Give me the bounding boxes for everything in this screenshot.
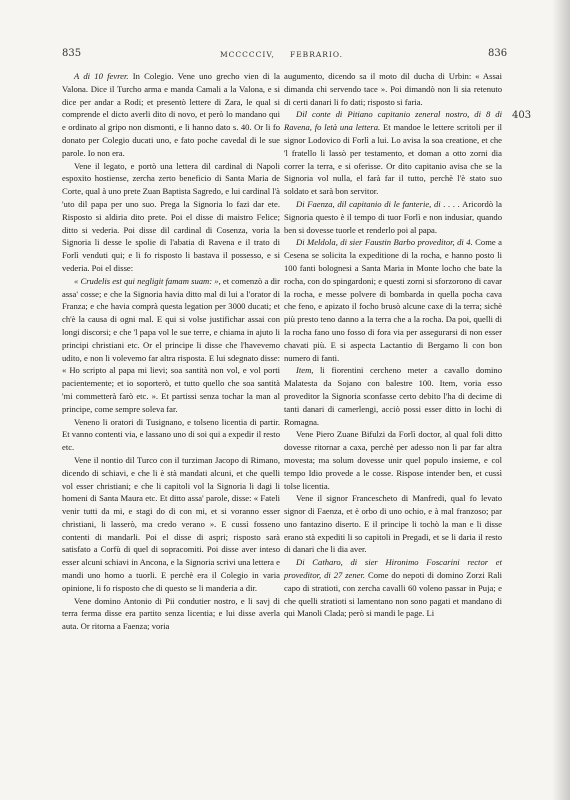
page-number-right: 836 <box>488 48 508 59</box>
paragraph-italic-lead: Di Catharo, di sier Hironimo Foscarini rector et proveditor, di 27 zener. <box>284 557 502 581</box>
binding-shadow <box>552 0 570 800</box>
paragraph-italic-lead: Di Meldola, di sier Faustin Barbo proveditor, di 4. <box>296 237 473 248</box>
paragraph <box>284 492 502 556</box>
paragraph-italic-lead: « Crudelis est qui negligit famam suam: » <box>74 275 219 286</box>
paragraph-text: Vene il legato, e portò una lettera dil cardinal di Napoli espoxito hostiense, zercha zerto beneficio di Santa Maria de Corte, qual à uno prete Zuan Baptista Sagredo, e lui cardinal l'à 'uto dil papa per uno suo. Prega la Signoria lo fazi dar ete. Risposto si aldiria dito prete. Poi el disse di maistro Felice; ditto si vederia. Poi disse dil cardinal di Cosenza, voria la Signoria li desse le spolie di l'abatia di Ravena e il trato di Forlì venduti qui; e li fo risposto li bastava il possesso, e si vederia. Poi el disse: <box>62 160 280 273</box>
paragraph-text: Aricordò la Signoria questo è il tempo di tuor Forlì e non indusiar, quando ben si dovesse tuorle et renderlo poi al papa. <box>284 198 502 235</box>
paragraph <box>284 108 502 198</box>
paragraph-text: Vene il nontio dil Turco con il turziman Jacopo di Rimano, dicendo di schiavi, e che li è stà mandati alcuni, et che quelli vol esser christiani; e che li capitoli vol la Signoria li dagi li homeni di Santa Maura etc. Et ditto assa' parole, disse: « Fateli venir tutti da mi, e stagi do di con mi, et si voranno esser christiani, li lasserò, ma credo verano ». E cussì fosseno contenti di mandarli. Poi el disse di aspri; risposto sarà satisfato a Corfù di quel di sopracomiti. Poi disse aver inteso esser alcuni schiavi in Ancona, e la Signoria scrivi una lettera e mandi uno homo a tuorli. E perchè era il Colegio in varia opinione, li fo risposto che di questo se li manderia a dir. <box>62 454 280 593</box>
paragraph-italic-lead: Di Faenza, dil capitanio di le fanterie, di . . . . <box>296 198 460 209</box>
paragraph-text: Vene domino Antonio di Pii condutier nostro, e li savj di terra ferma disse era partito senza licentia; e lui disse averla auta. Or ritorna a Faenza; voria <box>62 595 280 632</box>
paragraph <box>284 236 502 364</box>
paragraph <box>284 70 502 108</box>
paragraph <box>62 160 280 275</box>
running-header-year: MCCCCCIV, <box>220 50 275 59</box>
paragraph-italic-lead: Item, <box>296 365 314 376</box>
paragraph-text: Vene il signor Francescheto di Manfredi, qual fo levato signor di Faenza, et è orbo di uno ochio, e à mal franzoso; par uno fantazino diserto. E il principe li tochò la man e li disse erano stà expediti li so capitoli in Pregadi, et se li daria il resto di danari che li dia aver. <box>284 493 502 555</box>
paragraph-text: Come do nepoti di domino Zorzi Rali capo di stratioti, con zercha cavalli 60 voleno passar in Puja; e che quelli stratioti si lamentano non sono pagati et mandano di qui Manoli Clada; però si mandi le page. Li <box>284 570 502 619</box>
paragraph <box>62 275 280 416</box>
paragraph <box>62 416 280 454</box>
paragraph <box>284 364 502 428</box>
paragraph <box>284 428 502 492</box>
margin-column-number: 403 <box>512 110 532 121</box>
paragraph-text: Et mandoe le lettere scritoli per il signor Lodovico di Forlì a lui. Lo avisa la soa creatione, et che 'l fratello li lassò per testamento, et doman a otto zorni dia correr la terra, e si oferisse. Or dito capitanio avisa che se la Signoria vol nulla, el farà far il tutto, perchè l'è stato suo soldato et sarà bon servitor. <box>284 122 502 197</box>
left-text-column <box>62 70 280 633</box>
paragraph-text: Veneno li oratori di Tusignano, e tolseno licentia di partir. Et vanno contenti via, e lassano uno di soi qui a expedir il resto etc. <box>62 416 280 453</box>
paragraph-text: , et comenzò a dir assa' cosse; e che la Signoria havia ditto mal di lui a l'orator di Franza; e che havia comprà questa legation per 3000 ducati; et ch'è la causa di ogni mal. E qui si volse justifichar assai con longi discorsi; e che 'l papa vol le sue terre, e chiama in ajuto li principi christiani etc. Or el principe li disse che l'havevemo udito, e non li volevemo far altra risposta. E lui sdegnato disse: « Ho scripto al papa mi lievi; soa santità non vol, e vol porti pacientemente; et io soporterò, et tutto quello che soa santità 'mi commetterà farò etc. ». Et partissi senza tochar la man al principe, come sempre soleva far. <box>62 275 281 414</box>
paragraph-italic-lead: A di 10 fevrer. <box>74 71 129 81</box>
paragraph-text: In Colegio. Vene uno grecho vien di la Valona. Dice il Turcho arma e manda Camali a la Valona, e si dice per andar a Rodi; et presentò lettere di Zara, le qual si comprende el dicto averli dito di novo, et però lo mandano qui e ordinato al gripo non dismonti, e li hanno dato s. 40. Or li fo donato per Colegio ducati uno, e fato poche cavedal di le sue parole. Io non era. <box>62 71 280 158</box>
right-text-column <box>284 70 502 620</box>
paragraph <box>62 595 280 633</box>
paragraph-text: Come a Cesena se solicita la expeditione di la rocha, e hanno posto li 100 fanti bolognesi a Santa Maria in Monte locho che bate la rocha, con do spingardoni; e questi zorni si sforzorono di cavar la rocha, e messe polvere di bombarda in quella pocha cava che feno, e apizato il focho brusò alcune caxe di la terra; sichè più presto teno danno a la terra che a la rocha. Da poi, quelli di la rocha fano uno fosso di fora via per assegurarsi di non esser chavati più. E si aspecta Lactantio di Bergamo li con bon numero di fanti. <box>284 237 502 363</box>
paragraph-text: augumento, dicendo sa il moto dil ducha di Urbin: « Assai dimanda chi servendo tace ». Poi dimandò non li sia retenuto di certi danari li fo dati; risposto si faria. <box>284 71 502 107</box>
paragraph-text: li fiorentini cercheno meter a cavallo domino Malatesta da Sojano con balestre 100. Item, voria esso proveditor la Signoria sconfasse certo debito l'ha di decime di tanti danari di camerlengi, acciò possi esser ditto in lochi di Romagna. <box>284 365 502 427</box>
paragraph-italic-lead: Dil conte di Pitiano capitanio zeneral nostro, di 8 di Ravena, fo letà una lettera. <box>284 109 502 133</box>
page-number-left: 835 <box>62 48 82 59</box>
paragraph <box>62 70 280 160</box>
paragraph-text: Vene Piero Zuane Bifulzi da Forlì doctor, al qual foli ditto dovesse ritornar a caxa, perchè per adesso non li par far altra movesta; ma solum dovesse unir quel populo insieme, e col tempo Idio provede a le cosse. Rispose intender ben, et cussì tolse licentia. <box>284 429 502 491</box>
running-header-month: FEBRARIO. <box>290 50 343 59</box>
paragraph <box>284 556 502 620</box>
paragraph <box>284 198 502 236</box>
paragraph <box>62 454 280 595</box>
